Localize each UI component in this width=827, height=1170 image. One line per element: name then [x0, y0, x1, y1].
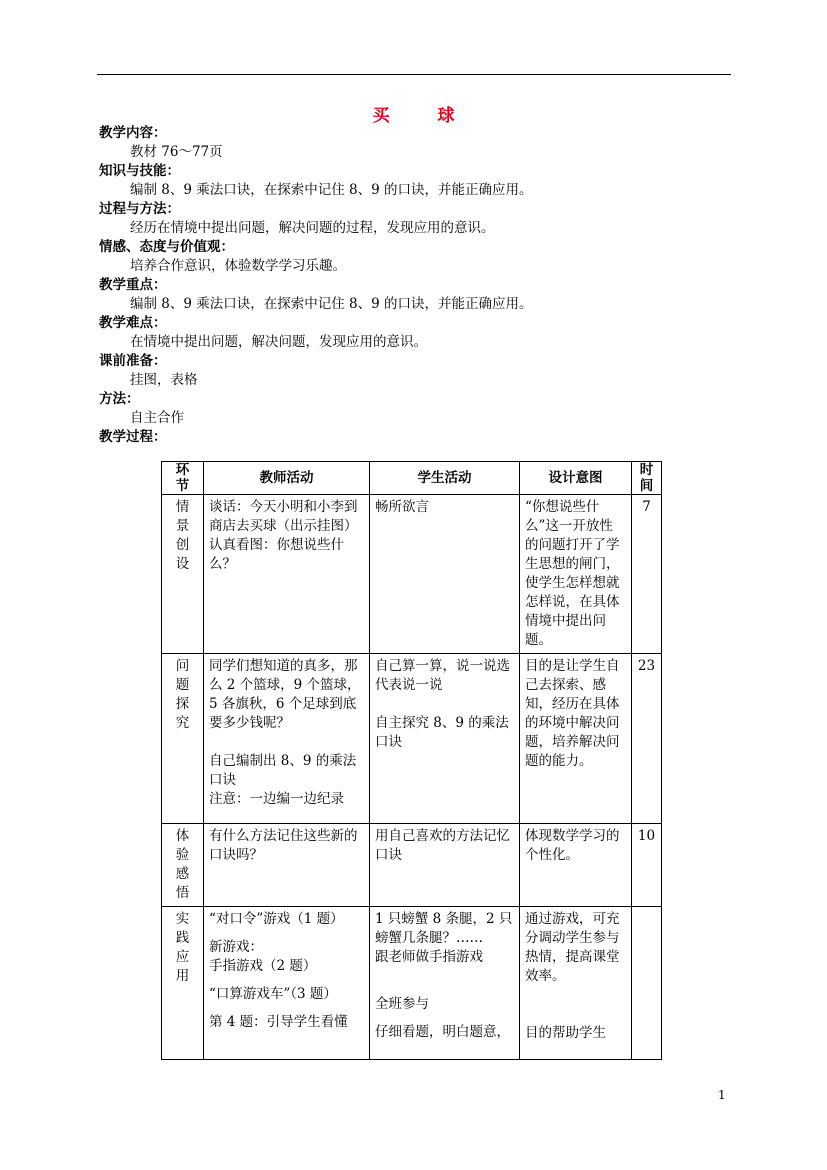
section-heading: 教学内容：	[99, 125, 167, 141]
table-row	[162, 495, 662, 654]
header-time: 时间	[632, 462, 662, 495]
student-cell: 自己算一算，说一说选代表说一说 自主探究 8、9 的乘法口诀	[370, 654, 520, 824]
intent-cell: “你想说些什么”这一开放性的问题打开了学生思想的闸门，使学生怎样想就怎样说，在具体情境中提出问题。	[520, 495, 632, 654]
table-row	[162, 907, 662, 1060]
header-teacher: 教师活动	[204, 462, 370, 495]
teacher-cell: “对口令”游戏（1 题） 新游戏： 手指游戏（2 题） “口算游戏车”（3 题） 第 4 题：引导学生看懂	[204, 907, 370, 1060]
section-body: 培养合作意识，体验数学学习乐趣。	[130, 258, 346, 274]
section-body: 编制 8、9 乘法口诀，在探索中记住 8、9 的口诀，并能正确应用。	[130, 296, 533, 312]
time-cell: 23	[632, 654, 662, 824]
teacher-cell: 有什么方法记住这些新的口诀吗？	[204, 824, 370, 907]
section-body: 挂图，表格	[130, 372, 198, 388]
student-cell: 1 只螃蟹 8 条腿，2 只螃蟹几条腿？…… 跟老师做手指游戏 全班参与 仔细看题，明白题意，	[370, 907, 520, 1060]
intent-cell: 体现数学学习的个性化。	[520, 824, 632, 907]
teacher-cell: 同学们想知道的真多，那么 2 个篮球，9 个篮球，5 各旗秋，6 个足球到底要多少钱呢？ 自己编制出 8、9 的乘法口诀 注意：一边编一边纪录	[204, 654, 370, 824]
section-heading: 过程与方法：	[99, 201, 180, 217]
section-body: 经历在情境中提出问题，解决问题的过程，发现应用的意识。	[130, 220, 495, 236]
section-heading: 知识与技能：	[99, 163, 180, 179]
title-char-1: 买	[372, 106, 390, 126]
header-rule	[97, 74, 731, 75]
time-cell: 10	[632, 824, 662, 907]
segment-cell: 实践应用	[162, 907, 204, 1060]
student-cell: 用自己喜欢的方法记忆口诀	[370, 824, 520, 907]
header-intent: 设计意图	[520, 462, 632, 495]
student-cell: 畅所欲言	[370, 495, 520, 654]
section-heading: 情感、态度与价值观：	[99, 239, 234, 255]
header-student: 学生活动	[370, 462, 520, 495]
section-body: 在情境中提出问题，解决问题，发现应用的意识。	[130, 334, 427, 350]
time-cell	[632, 907, 662, 1060]
intent-cell: 通过游戏，可充分调动学生参与热情，提高课堂效率。 目的帮助学生	[520, 907, 632, 1060]
teacher-cell: 谈话：今天小明和小李到商店去买球（出示挂图）认真看图：你想说些什么？	[204, 495, 370, 654]
page-number: 1	[718, 1088, 726, 1102]
lesson-sections	[99, 124, 739, 447]
intent-cell: 目的是让学生自己去探索、感知，经历在具体的环境中解决问题，培养解决问题的能力。	[520, 654, 632, 824]
teaching-process-table	[161, 461, 662, 1060]
section-heading: 教学重点：	[99, 277, 167, 293]
section-heading: 教学过程：	[99, 429, 167, 445]
title-char-2: 球	[437, 106, 455, 126]
table-row	[162, 824, 662, 907]
section-body: 编制 8、9 乘法口诀，在探索中记住 8、9 的口诀，并能正确应用。	[130, 182, 533, 198]
table-header-row	[162, 462, 662, 495]
segment-cell: 体验感悟	[162, 824, 204, 907]
section-body: 自主合作	[130, 410, 184, 426]
segment-cell: 问题探究	[162, 654, 204, 824]
header-segment: 环节	[162, 462, 204, 495]
section-heading: 课前准备：	[99, 353, 167, 369]
section-heading: 方法：	[99, 391, 140, 407]
section-body: 教材 76～77页	[130, 144, 223, 160]
page-title	[0, 101, 827, 126]
table-row	[162, 654, 662, 824]
section-heading: 教学难点：	[99, 315, 167, 331]
segment-cell: 情景创设	[162, 495, 204, 654]
time-cell: 7	[632, 495, 662, 654]
